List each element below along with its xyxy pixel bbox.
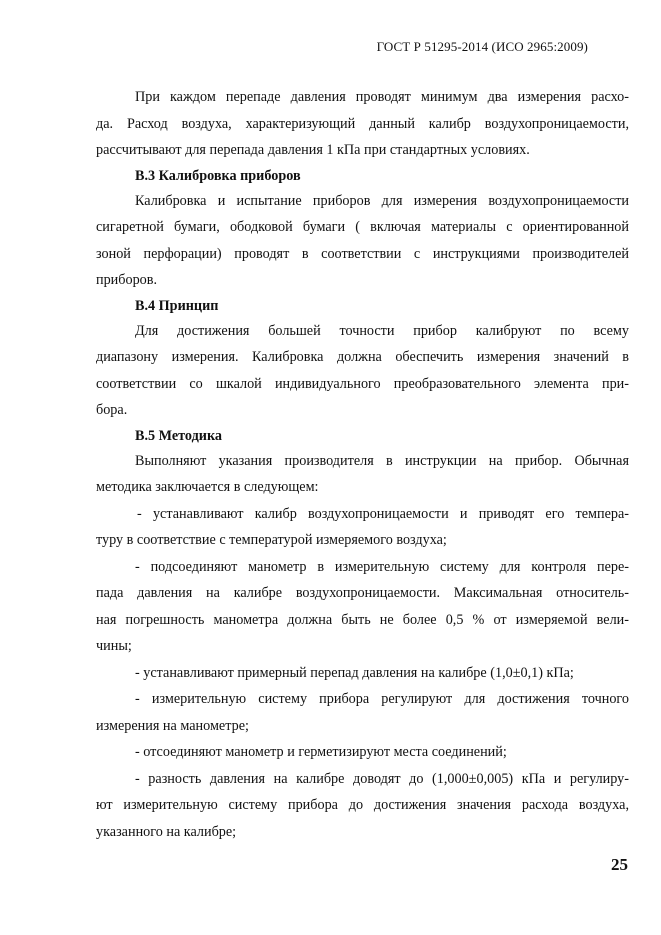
paragraph-line: методика заключается в следующем: xyxy=(96,479,319,495)
section-heading: В.3 Калибровка приборов xyxy=(135,167,301,184)
paragraph-line: Калибровка и испытание приборов для измерения воздухопроницаемости xyxy=(135,192,629,209)
list-item-line: - разность давления на калибре доводят до (1,000±0,005) кПа и регулиру- xyxy=(135,770,629,787)
page-number: 25 xyxy=(611,855,628,874)
section-heading: В.5 Методика xyxy=(135,427,223,444)
paragraph-line: При каждом перепаде давления проводят минимум два измерения расхо- xyxy=(135,89,629,105)
list-item-line: ют измерительную систему прибора до достижения значения расхода воздуха, xyxy=(96,797,629,813)
list-item-line: пада давления на калибре воздухопроницаемости. Максимальная относитель- xyxy=(96,585,629,601)
paragraph-line: Для достижения большей точности прибор калибруют по всему xyxy=(135,322,629,339)
list-item-line: - устанавливают примерный перепад давления на калибре (1,0±0,1) кПа; xyxy=(135,664,574,681)
paragraph-line: зоной перфорации) проводят в соответствии с инструкциями производителей xyxy=(96,245,629,262)
paragraph-line: рассчитывают для перепада давления 1 кПа при стандартных условиях. xyxy=(96,142,530,158)
paragraph-line: да. Расход воздуха, характеризующий данный калибр воздухопроницаемости, xyxy=(96,115,629,132)
list-item-line: чины; xyxy=(96,638,132,654)
document-body xyxy=(96,84,629,845)
document-header: ГОСТ Р 51295-2014 (ИСО 2965:2009) xyxy=(376,39,588,54)
list-item-line: туру в соответствие с температурой измеряемого воздуха; xyxy=(96,532,447,548)
paragraph-line: сигаретной бумаги, ободковой бумаги ( включая материалы с ориентированной xyxy=(96,219,629,235)
paragraph-line: бора. xyxy=(96,402,128,418)
list-item-line: ная погрешность манометра должна быть не более 0,5 % от измеряемой вели- xyxy=(96,611,629,628)
list-item-line: - подсоединяют манометр в измерительную систему для контроля пере- xyxy=(135,558,629,575)
list-item-line: измерения на манометре; xyxy=(96,717,249,734)
paragraph-line: Выполняют указания производителя в инструкции на прибор. Обычная xyxy=(135,452,629,469)
paragraph-line: соответствии со шкалой индивидуального преобразовательного элемента при- xyxy=(96,375,629,392)
paragraph-line: приборов. xyxy=(96,272,158,288)
section-heading: В.4 Принцип xyxy=(135,297,219,314)
list-item-line: - измерительную систему прибора регулируют для достижения точного xyxy=(135,691,629,707)
paragraph-line: диапазону измерения. Калибровка должна обеспечить измерения значений в xyxy=(96,349,629,365)
list-item-line: указанного на калибре; xyxy=(96,823,237,840)
list-item-line: - устанавливают калибр воздухопроницаемости и приводят его темпера- xyxy=(137,505,629,522)
list-item-line: - отсоединяют манометр и герметизируют места соединений; xyxy=(135,744,507,760)
